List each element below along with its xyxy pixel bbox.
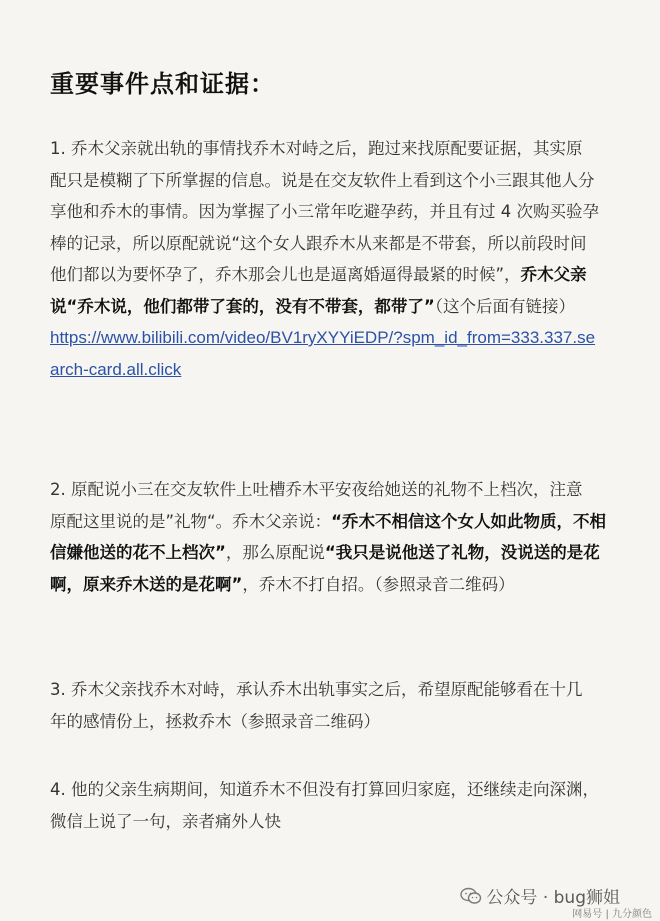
paragraph-line — [50, 706, 615, 738]
paragraph-line — [50, 537, 615, 569]
paragraph-line — [50, 506, 615, 538]
bilibili-link[interactable]: arch-card.all.click — [50, 359, 182, 379]
wechat-icon — [460, 887, 482, 905]
page-title: 重要事件点和证据： — [50, 70, 275, 98]
text-segment: 他们都以为要怀孕了，乔木那会儿也是逼离婚逼得最紧的时候”， — [50, 265, 521, 284]
text-segment: 1. 乔木父亲就出轨的事情找乔木对峙之后，跑过来找原配要证据，其实原 — [50, 139, 583, 158]
paragraph-line — [50, 291, 615, 323]
bold-text: “我只是说他送了礼物，没说送的是花 — [324, 543, 600, 562]
bold-text: “乔木不相信这个女人如此物质，不相 — [331, 511, 606, 531]
bold-text: 乔木父亲 — [520, 265, 587, 284]
bold-text: 说“乔木说，他们都带了套的，没有不带套，都带了” — [50, 296, 435, 316]
text-segment: 3. 乔木父亲找乔木对峙，承认乔木出轨事实之后，希望原配能够看在十几 — [50, 680, 583, 699]
text-segment: （这个后面有链接） — [434, 296, 575, 316]
paragraph-line — [50, 774, 615, 806]
bilibili-link[interactable]: https://www.bilibili.com/video/BV1ryXYYiEDP/?spm_id_from=333.337.se — [50, 328, 596, 347]
text-segment: 棒的记录，所以原配就说“这个女人跟乔木从来都是不带套，所以前段时间 — [50, 233, 587, 253]
paragraph-line — [50, 228, 615, 260]
bold-text: 信嫌他送的花不上档次” — [50, 543, 226, 562]
corner-watermark: 网易号 | 九分颜色 — [572, 909, 652, 920]
text-segment: 配只是模糊了下所掌握的信息。说是在交友软件上看到这个小三跟其他人分 — [50, 170, 595, 190]
text-segment: ，那么原配说 — [225, 543, 325, 562]
text-segment: 4. 他的父亲生病期间，知道乔木不但没有打算回归家庭，还继续走向深渊， — [50, 780, 599, 799]
bold-text: 啊，原来乔木送的是花啊” — [50, 574, 243, 594]
evidence-point-1 — [50, 133, 615, 385]
paragraph-line — [50, 259, 615, 291]
text-segment: 微信上说了一句，亲者痛外人快 — [50, 811, 281, 831]
text-segment: 年的感情份上，拯救乔木（参照录音二维码） — [50, 711, 380, 731]
paragraph-line — [50, 354, 615, 386]
evidence-point-4 — [50, 774, 615, 837]
watermark-text: 公众号 · bug狮姐 — [486, 888, 620, 908]
paragraph-line — [50, 165, 615, 197]
paragraph-line — [50, 474, 615, 506]
paragraph-line — [50, 133, 615, 165]
evidence-point-2 — [50, 474, 615, 600]
paragraph-line — [50, 569, 615, 601]
text-segment: 原配这里说的是”礼物“。乔木父亲说： — [50, 511, 332, 531]
paragraph-line — [50, 196, 615, 228]
text-segment: ，乔木不打自招。（参照录音二维码） — [242, 574, 515, 594]
paragraph-line — [50, 674, 615, 706]
text-segment: 享他和乔木的事情。因为掌握了小三常年吃避孕药，并且有过 4 次购买验孕 — [50, 202, 599, 221]
paragraph-line — [50, 806, 615, 838]
paragraph-line — [50, 322, 615, 354]
text-segment: 2. 原配说小三在交友软件上吐槽乔木平安夜给她送的礼物不上档次，注意 — [50, 480, 583, 499]
evidence-point-3 — [50, 674, 615, 737]
